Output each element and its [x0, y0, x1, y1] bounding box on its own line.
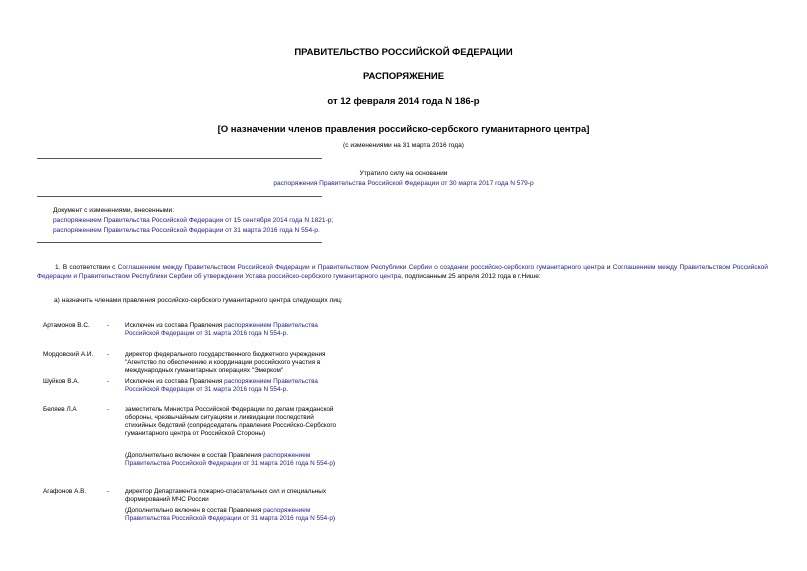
- org-heading: ПРАВИТЕЛЬСТВО РОССИЙСКОЙ ФЕДЕРАЦИИ: [294, 47, 513, 58]
- member-description-text: заместитель Министра Российской Федерации по делам гражданской обороны, чрезвычайным ситуациям и ликвидации последствий стихийных бедствий (сопредседатель правления Российско-Сербского гуманитарного центра от Российской Стороны): [125, 406, 337, 437]
- member-note-text: (Дополнительно включен в состав Правления: [125, 452, 264, 459]
- agreement-link-1[interactable]: Соглашением между Правительством Российской Федерации и Правительством Республики Сербии о создании российско-сербского гуманитарного центра: [117, 264, 605, 271]
- member-dash: -: [107, 488, 110, 495]
- member-note-text: (Дополнительно включен в состав Правления: [125, 507, 264, 514]
- doc-type-heading: РАСПОРЯЖЕНИЕ: [362, 71, 445, 82]
- member-amendment-link[interactable]: распоряжением Правительства Российской Федерации от 31 марта 2016 года N 554-р: [125, 452, 333, 467]
- paragraph-1-tail: , подписанным 25 апреля 2012 года в г.Нише:: [401, 272, 541, 280]
- invalid-notice-text: Утратило силу на основании: [359, 170, 448, 177]
- member-inclusion-note: [125, 507, 337, 523]
- member-description-text: директор федерального государственного бюджетного учреждения "Агентство по обеспечению и координации российского участия в международных гуманитарных операциях "Эмерком": [125, 351, 326, 374]
- member-dash: -: [107, 406, 110, 413]
- member-amendment-link[interactable]: распоряжением Правительства Российской Федерации от 31 марта 2016 года N 554-р.: [125, 322, 318, 337]
- member-amendment-link[interactable]: распоряжением Правительства Российской Федерации от 31 марта 2016 года N 554-р: [125, 507, 333, 522]
- member-amendment-link[interactable]: распоряжением Правительства Российской Федерации от 31 марта 2016 года N 554-р.: [125, 378, 318, 393]
- member-description: [125, 406, 337, 438]
- paragraph-1-mid: и: [604, 264, 613, 271]
- member-inclusion-note: [125, 452, 337, 468]
- member-dash: -: [107, 378, 110, 385]
- amendment-link-1[interactable]: распоряжением Правительства Российской Федерации от 15 сентября 2014 года N 1821-р;: [53, 217, 334, 224]
- member-name: Артамонов В.С.: [43, 322, 90, 329]
- member-dash: -: [107, 351, 110, 358]
- amendments-intro: Документ с изменениями, внесенными:: [53, 207, 175, 214]
- member-description: [125, 488, 337, 504]
- member-description-text: Исключен из состава Правления: [125, 322, 225, 329]
- date-number-heading: от 12 февраля 2014 года N 186-р: [327, 96, 480, 107]
- member-name: Агафонов А.В.: [43, 488, 87, 495]
- member-dash: -: [107, 322, 110, 329]
- member-description-text: директор Департамента пожарно-спасательных сил и специальных формирований МЧС России: [125, 488, 327, 503]
- document-title: [О назначении членов правления российско-сербского гуманитарного центра]: [217, 124, 590, 135]
- changes-note: (с изменениями на 31 марта 2016 года): [343, 142, 464, 149]
- member-name: Мордовский А.И.: [43, 351, 94, 358]
- member-description: [125, 322, 337, 338]
- member-name: Беляев Л.А: [43, 406, 77, 413]
- paragraph-1: [37, 264, 768, 281]
- member-description-text: Исключен из состава Правления: [125, 378, 225, 385]
- member-description: [125, 351, 337, 375]
- member-description: [125, 378, 337, 394]
- divider: [37, 196, 322, 197]
- subpoint-a: а) назначить членами правления российско-сербского гуманитарного центра следующих лиц:: [54, 297, 343, 304]
- amendment-link-2[interactable]: распоряжением Правительства Российской Федерации от 31 марта 2016 года N 554-р.: [53, 227, 320, 234]
- invalid-notice-link[interactable]: распоряжения Правительства Российской Федерации от 30 марта 2017 года N 579-р: [273, 180, 534, 187]
- divider: [37, 158, 322, 159]
- paragraph-1-lead: 1. В соответствии с: [55, 264, 118, 271]
- member-note-close: ): [332, 459, 336, 467]
- member-name: Шуйков В.А.: [43, 378, 80, 385]
- divider: [37, 242, 322, 243]
- agreement-link-2[interactable]: Соглашением между Правительством Российской Федерации и Правительством Республики Сербии об утверждении Устава российско-сербского гуманитарного центра: [37, 264, 768, 280]
- member-note-close: ): [332, 514, 336, 522]
